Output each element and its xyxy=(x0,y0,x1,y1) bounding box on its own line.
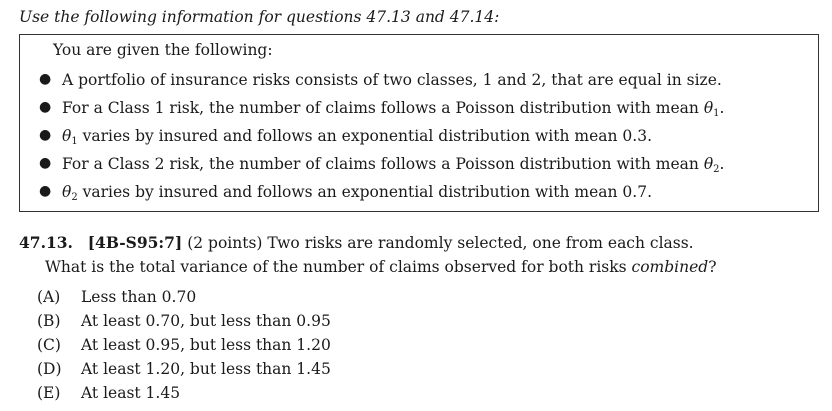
theta-subscript: 1 xyxy=(713,108,720,119)
choice-b xyxy=(37,312,331,330)
box-heading: You are given the following: xyxy=(53,41,273,59)
choice-d xyxy=(37,360,331,378)
given-item-text xyxy=(62,127,652,147)
intro-line: Use the following information for questions 47.13 and 47.14: xyxy=(19,8,500,26)
theta-subscript: 1 xyxy=(71,136,78,147)
question-line-2 xyxy=(45,258,717,276)
choice-label: (B) xyxy=(37,312,61,330)
question-number: 47.13. xyxy=(19,233,73,252)
theta-subscript: 2 xyxy=(71,192,78,203)
given-information-box xyxy=(19,34,819,212)
item-text-post: . xyxy=(719,99,725,117)
bullet-icon: ● xyxy=(39,71,52,87)
choice-text: At least 0.95, but less than 1.20 xyxy=(81,336,331,354)
theta-symbol: θ xyxy=(703,155,714,173)
question-end: ? xyxy=(708,258,717,276)
given-item-text: A portfolio of insurance risks consists of two classes, 1 and 2, that are equal in size. xyxy=(62,71,722,89)
item-text-pre: For a Class 2 risk, the number of claims follows a Poisson distribution with mean xyxy=(62,155,704,173)
given-item-text xyxy=(62,99,724,119)
question-text: What is the total variance of the number of claims observed for both risks xyxy=(45,258,632,276)
choice-text: At least 1.20, but less than 1.45 xyxy=(81,360,331,378)
choice-text: Less than 0.70 xyxy=(81,288,197,306)
bullet-icon: ● xyxy=(39,99,52,115)
choice-e xyxy=(37,384,180,402)
item-text-pre: For a Class 1 risk, the number of claims follows a Poisson distribution with mean xyxy=(62,99,704,117)
choice-a xyxy=(37,288,196,306)
item-text-post: varies by insured and follows an exponential distribution with mean 0.7. xyxy=(77,183,653,201)
choice-text: At least 1.45 xyxy=(81,384,181,402)
given-item-text xyxy=(62,155,724,175)
item-text-post: . xyxy=(719,155,725,173)
question-source: [4B-S95:7] xyxy=(87,233,183,252)
question-line-1 xyxy=(19,233,694,252)
choice-label: (D) xyxy=(37,360,62,378)
theta-subscript: 2 xyxy=(713,164,720,175)
choice-label: (C) xyxy=(37,336,61,354)
theta-symbol: θ xyxy=(62,183,72,201)
theta-symbol: θ xyxy=(703,99,714,117)
given-item-text xyxy=(62,183,652,203)
item-text-post: varies by insured and follows an exponential distribution with mean 0.3. xyxy=(77,127,653,145)
choice-label: (A) xyxy=(37,288,61,306)
choice-c xyxy=(37,336,331,354)
question-emphasis: combined xyxy=(631,258,709,276)
bullet-icon: ● xyxy=(39,183,52,199)
choice-label: (E) xyxy=(37,384,61,402)
bullet-icon: ● xyxy=(39,155,52,171)
theta-symbol: θ xyxy=(62,127,72,145)
choice-text: At least 0.70, but less than 0.95 xyxy=(81,312,331,330)
question-points-text: (2 points) Two risks are randomly selected, one from each class. xyxy=(182,234,694,252)
bullet-icon: ● xyxy=(39,127,52,143)
